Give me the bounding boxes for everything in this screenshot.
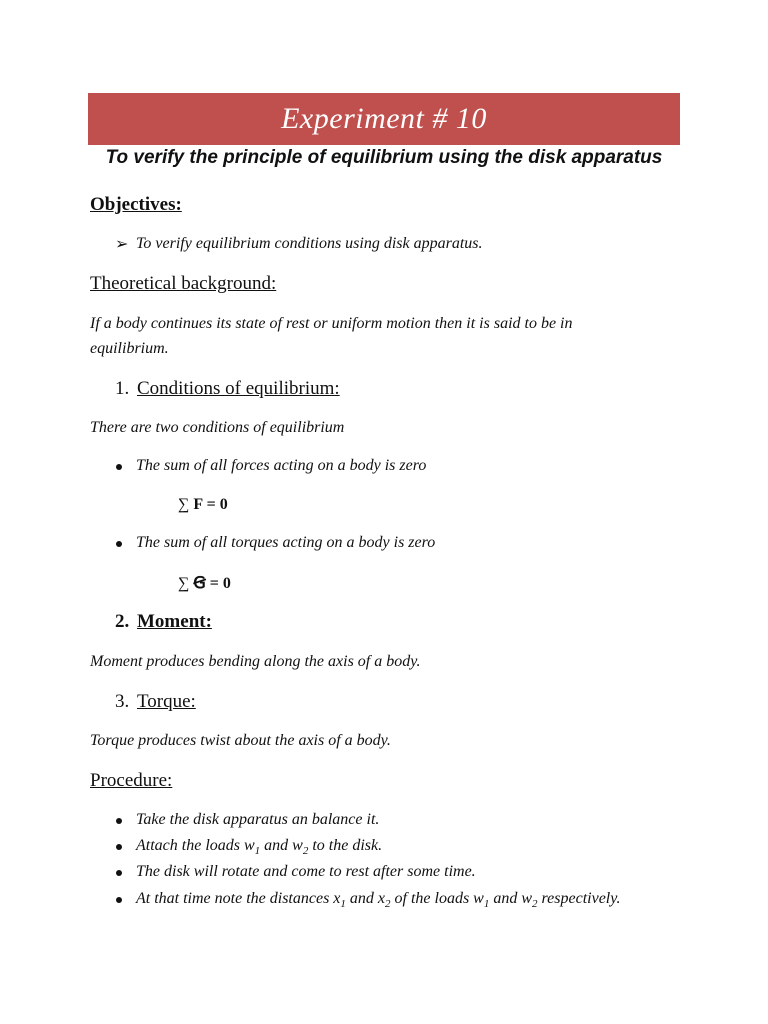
step-text: respectively. xyxy=(537,890,621,907)
equation-forces-text: F = 0 xyxy=(193,496,228,513)
procedure-step-2 xyxy=(136,837,382,857)
equation-forces xyxy=(178,496,228,514)
condition-forces: The sum of all forces acting on a body is zero xyxy=(136,457,427,474)
bullet-icon xyxy=(116,541,122,547)
step-text: of the loads w xyxy=(390,890,484,907)
subscript: 2 xyxy=(302,845,309,858)
conditions-section xyxy=(115,378,340,400)
subscript: 1 xyxy=(483,898,490,911)
section-number: 3. xyxy=(115,691,130,712)
conditions-heading: Conditions of equilibrium: xyxy=(137,378,340,399)
subscript: 2 xyxy=(385,898,391,911)
subscript: 1 xyxy=(340,898,346,911)
step-text: and x xyxy=(345,890,386,907)
step-text: to the disk. xyxy=(308,837,383,854)
arrow-bullet-icon: ➢ xyxy=(115,236,129,253)
sigma-symbol: ∑ xyxy=(178,575,190,592)
section-number: 1. xyxy=(115,378,130,399)
torque-heading: Torque: xyxy=(137,691,196,712)
bullet-icon xyxy=(116,870,122,876)
equation-torques-text: Ꞡ = 0 xyxy=(193,575,231,592)
bullet-icon xyxy=(116,897,122,903)
bullet-icon xyxy=(116,818,122,824)
theory-heading: Theoretical background: xyxy=(90,273,277,294)
condition-torques: The sum of all torques acting on a body is zero xyxy=(136,534,436,551)
objectives-heading: Objectives: xyxy=(90,194,182,215)
procedure-heading: Procedure: xyxy=(90,770,173,791)
moment-section xyxy=(115,611,212,633)
step-text: and w xyxy=(260,837,303,854)
torque-text: Torque produces twist about the axis of a body. xyxy=(90,732,391,749)
theory-text: If a body continues its state of rest or uniform motion then it is said to be in equilibrium. xyxy=(90,315,573,357)
sigma-symbol: ∑ xyxy=(178,496,190,513)
experiment-subtitle: To verify the principle of equilibrium using the disk apparatus xyxy=(105,147,663,168)
bullet-icon xyxy=(116,844,122,850)
procedure-step-4 xyxy=(136,890,620,910)
title-banner xyxy=(88,93,680,145)
subscript: 1 xyxy=(254,845,261,858)
section-number: 2. xyxy=(115,611,130,632)
step-text: Attach the loads w xyxy=(136,837,255,854)
conditions-intro: There are two conditions of equilibrium xyxy=(90,419,345,436)
procedure-step-3: The disk will rotate and come to rest after some time. xyxy=(136,863,476,880)
procedure-step-1: Take the disk apparatus an balance it. xyxy=(136,811,380,828)
step-text: At that time note the distances x xyxy=(136,890,341,907)
step-text: and w xyxy=(489,890,533,907)
objective-item: To verify equilibrium conditions using disk apparatus. xyxy=(136,235,483,252)
equation-torques xyxy=(178,573,231,593)
bullet-icon xyxy=(116,464,122,470)
torque-section xyxy=(115,691,196,713)
moment-text: Moment produces bending along the axis of a body. xyxy=(90,653,421,670)
experiment-title: Experiment # 10 xyxy=(281,102,487,135)
subscript: 2 xyxy=(532,898,538,911)
moment-heading: Moment: xyxy=(137,611,212,632)
